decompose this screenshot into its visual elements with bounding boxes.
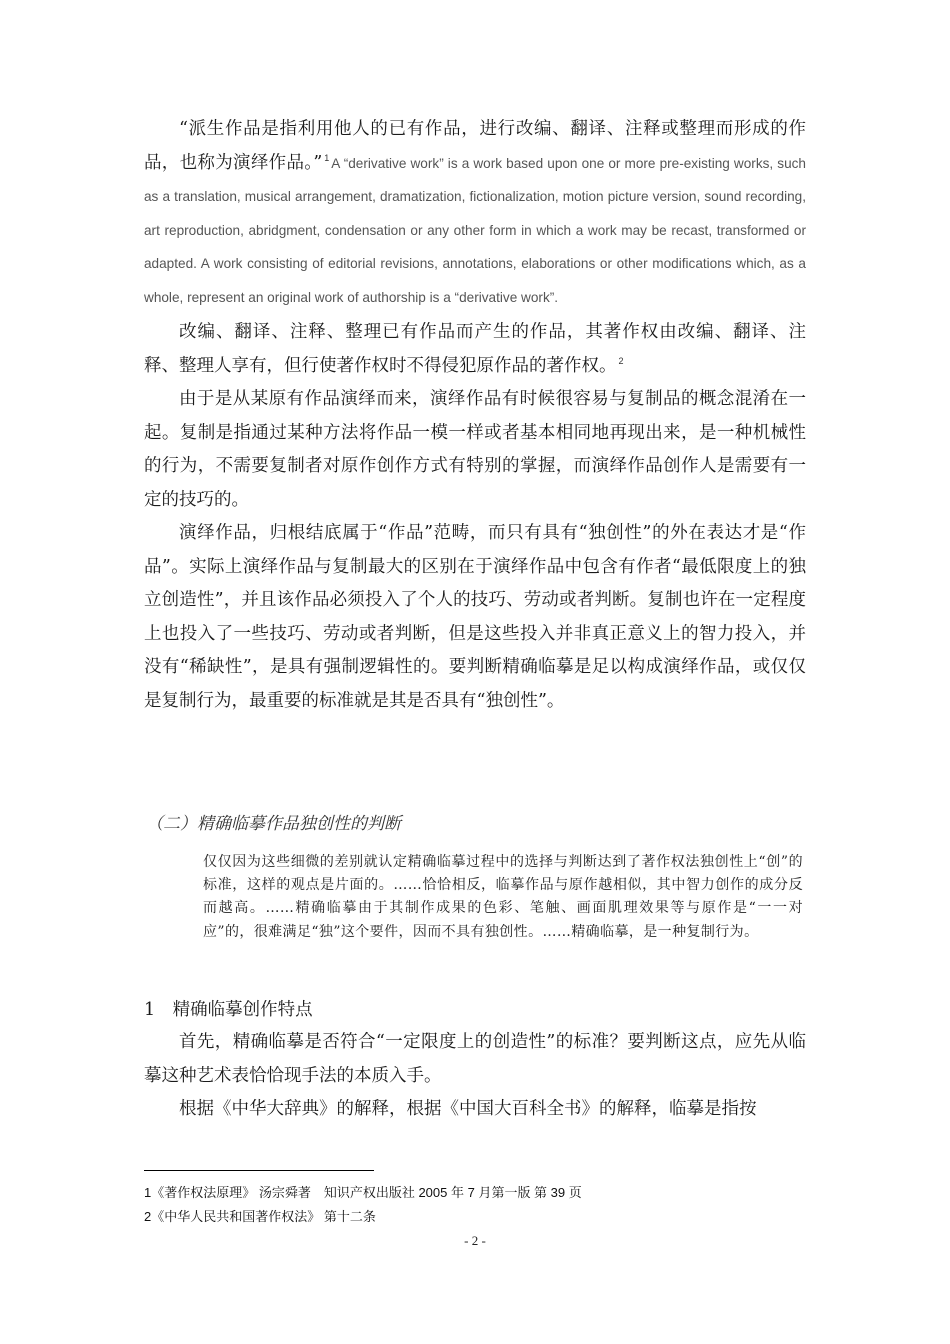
paragraph-copyright-ownership (144, 316, 806, 383)
footnote-ref-1[interactable]: 1 (324, 152, 330, 163)
paragraph-copy-vs-derivative: 由于是从某原有作品演绎而来，演绎作品有时候很容易与复制品的概念混淆在一起。复制是指通过某种方法将作品一模一样或者基本相同地再现出来，是一种机械性的行为，不需要复制者对原作创作方式有特别的掌握，而演绎作品创作人是需要有一定的技巧的。 (144, 389, 806, 510)
footnote-2: 2《中华人民共和国著作权法》 第十二条 (144, 1209, 376, 1224)
footnote-1: 1《著作权法原理》 汤宗舜著 知识产权出版社 2005 年 7 月第一版 第 39 页 (144, 1185, 582, 1200)
paragraph-text: “派生作品是指利用他人的已有作品，进行改编、翻译、注释或整理而形成的作品，也称为演绎作品。” (144, 119, 806, 173)
section-heading: （二）精确临摹作品独创性的判断 (146, 814, 401, 834)
footnote-ref-2[interactable]: 2 (618, 355, 624, 366)
block-quote: 仅仅因为这些细微的差别就认定精确临摹过程中的选择与判断达到了著作权法独创性上“创”的标准，这样的观点是片面的。……恰恰相反，临摹作品与原作越相似，其中智力创作的成分反而越高。……精确临摹由于其制作成果的色彩、笔触、画面肌理效果等与原作是“一一对应”的，很难满足“独”这个要件，因而不具有独创性。……精确临摹，是一种复制行为。 (203, 854, 803, 940)
page-number: - 2 - (464, 1233, 486, 1248)
paragraph-originality: 演绎作品，归根结底属于“作品”范畴，而只有具有“独创性”的外在表达才是“作品”。实际上演绎作品与复制最大的区别在于演绎作品中包含有作者“最低限度上的独立创造性”，并且该作品必须投入了个人的技巧、劳动或者判断。复制也许在一定程度上也投入了一些技巧、劳动或者判断，但是这些投入并非真正意义上的智力投入，并没有“稀缺性”，是具有强制逻辑性的。要判断精确临摹是足以构成演绎作品，或仅仅是复制行为，最重要的标准就是其是否具有“独创性”。 (144, 523, 806, 711)
footnote-separator (144, 1170, 374, 1171)
subsection-heading: 1 精确临摹创作特点 (144, 1000, 313, 1020)
paragraph-first-point: 首先，精确临摹是否符合“一定限度上的创造性”的标准？要判断这点，应先从临摹这种艺术表恰恰现手法的本质入手。 (144, 1032, 806, 1086)
english-definition-text: A “derivative work” is a work based upon one or more pre-existing works, such as a translation, musical arrangement, dramatization, fictionalization, motion picture version, sound recording, art reproduction, abridgment, condensation or any other form in which a work may be recast, transformed or adapted. A work consisting of editorial revisions, annotations, elaborations or other modifications which, as a whole, represent an original work of authorship is a “derivative work”. (144, 155, 806, 305)
paragraph-dictionary-definition: 根据《中华大辞典》的解释，根据《中国大百科全书》的解释，临摹是指按 (179, 1099, 757, 1119)
paragraph-text: 改编、翻译、注释、整理已有作品而产生的作品，其著作权由改编、翻译、注释、整理人享有，但行使著作权时不得侵犯原作品的著作权。 (144, 322, 806, 376)
paragraph-derivative-definition (144, 113, 806, 314)
